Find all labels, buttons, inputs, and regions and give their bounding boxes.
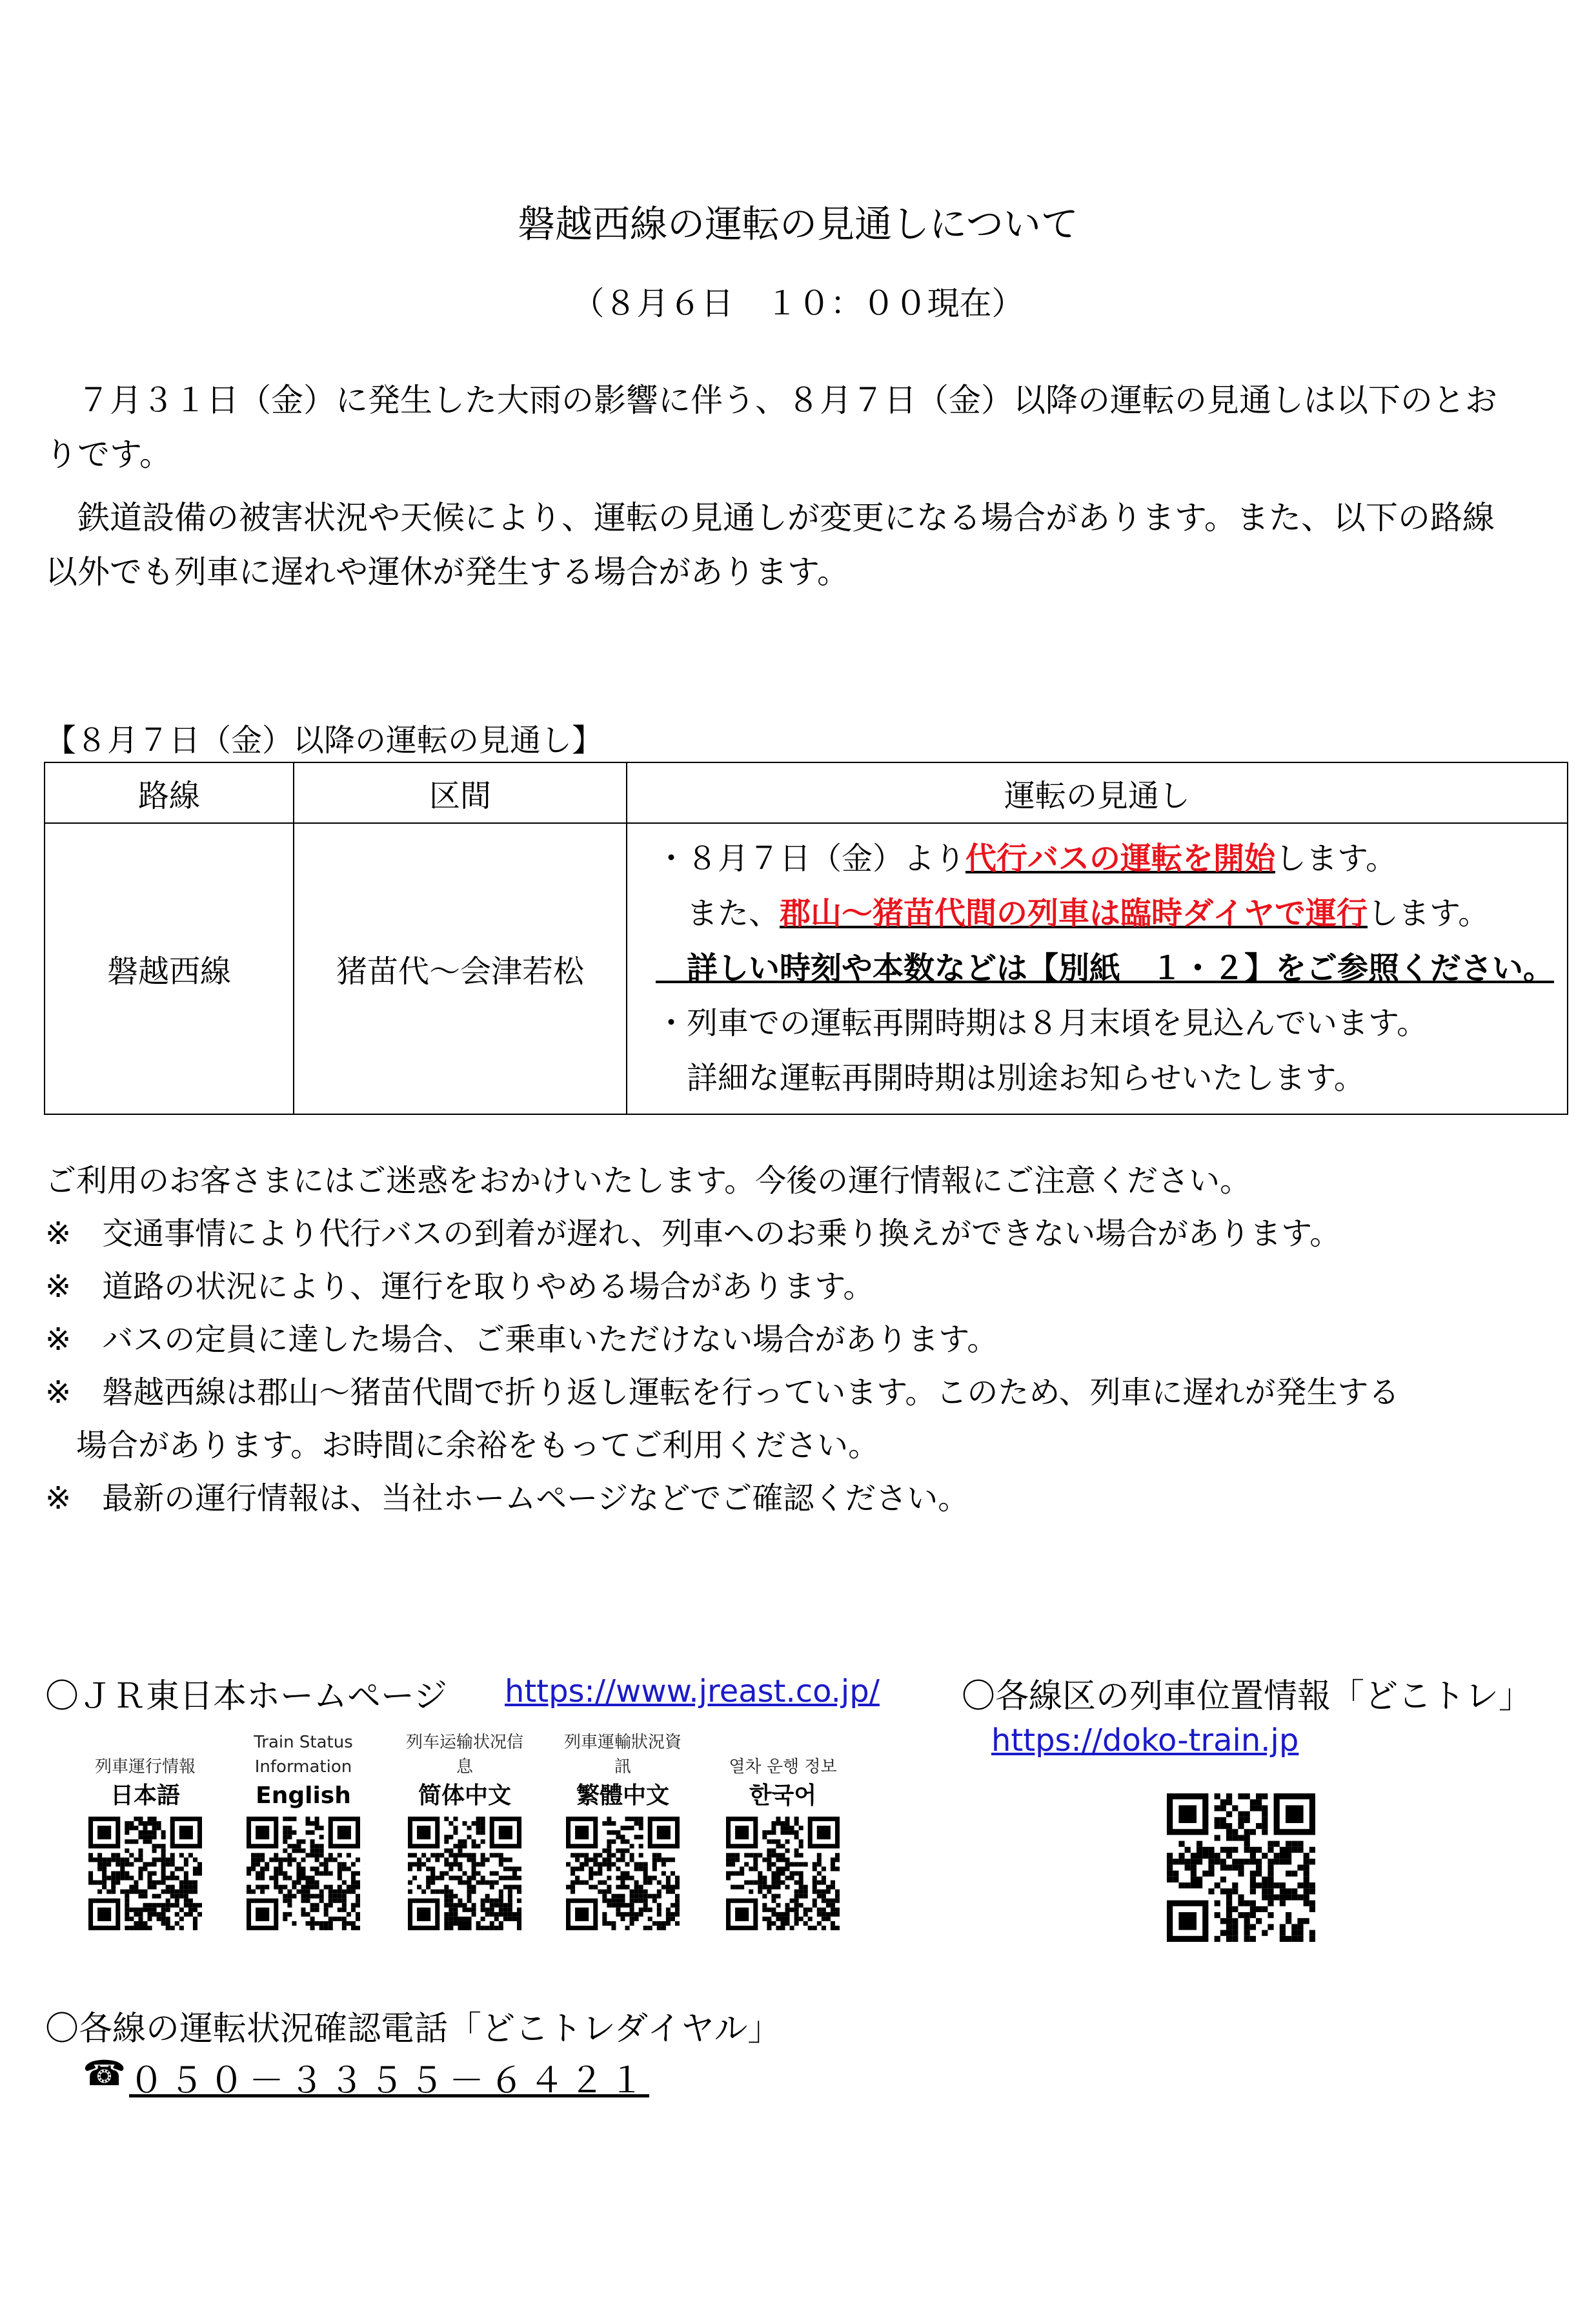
doko-train-qr[interactable] [1167,1793,1315,1944]
outlook-table [44,762,1568,1115]
outlook-line-5: 詳細な運転再開時期は別途お知らせいたします。 [655,1060,1365,1096]
qr-item[interactable] [561,1730,684,1930]
header-section: 区間 [294,762,627,823]
note-item: ※ バスの定員に達した場合、ご乗車いただけない場合があります。 [45,1321,998,1358]
qr-caption-small: 列車運輸狀況資訊 [563,1733,682,1777]
qr-caption-language: 繁體中文 [576,1782,669,1809]
header-line: 路線 [45,762,294,823]
dial-label: 〇各線の運転状況確認電話「どこトレダイヤル」 [45,2010,782,2048]
qr-code[interactable] [88,1817,202,1930]
section-heading: 【８月７日（金）以降の運転の見通し】 [45,722,603,759]
qr-code[interactable] [726,1817,840,1930]
qr-caption-small: 열차 운행 정보 [729,1757,837,1777]
table-row [45,823,1568,1114]
doko-train-label: 〇各線区の列車位置情報「どこトレ」 [962,1677,1533,1716]
notes-list [45,1154,1399,1525]
header-outlook: 運転の見通し [627,762,1568,823]
note-item: 場合があります。お時間に余裕をもってご利用ください。 [45,1427,880,1463]
table-header-row [45,762,1568,823]
as-of-date: （８月６日 １０：００現在） [572,285,1024,322]
qr-caption-small: 列車運行情報 [94,1757,196,1777]
note-item: ※ 道路の状況により、運行を取りやめる場合があります。 [45,1269,874,1305]
cell-line: 磐越西線 [45,823,294,1114]
qr-item[interactable] [84,1730,207,1930]
cell-outlook [627,823,1568,1114]
note-item: ※ 最新の運行情報は、当社ホームページなどでご確認ください。 [45,1480,969,1516]
intro-paragraph-2: 鉄道設備の被害状況や天候により、運転の見通しが変更になる場合があります。また、以下の路線 以外でも列車に遅れや運休が発生する場合があります。 [45,499,1495,591]
qr-caption-small: 列车运输状况信息 [405,1733,523,1777]
qr-caption-language: 简体中文 [418,1782,511,1809]
note-item: ※ 交通事情により代行バスの到着が遅れ、列車へのお乗り換えができない場合があります。 [45,1216,1341,1252]
page-title: 磐越西線の運転の見通しについて [518,202,1078,246]
qr-code[interactable] [566,1817,680,1930]
outlook-line-1: ・８月７日（金）より代行バスの運転を開始します。 [655,841,1397,877]
outlook-line-2: また、郡山～猪苗代間の列車は臨時ダイヤで運行します。 [655,895,1490,932]
qr-item[interactable] [722,1730,844,1930]
doko-train-link[interactable]: https://doko-train.jp [991,1722,1299,1759]
telephone-icon: ☎ [83,2053,126,2094]
jr-home-link[interactable]: https://www.jreast.co.jp/ [505,1673,880,1709]
qr-caption-small: Train Status Information [254,1733,353,1777]
outlook-line-4: ・列車での運転再開時期は８月末頃を見込んでいます。 [655,1005,1428,1041]
cell-section: 猪苗代～会津若松 [294,823,627,1114]
outlook-line-3: 詳しい時刻や本数などは【別紙 １・２】をご参照ください。 [655,950,1554,986]
intro-paragraph-1: ７月３１日（金）に発生した大雨の影響に伴う、８月７日（金）以降の運転の見通しは以下のとお りです。 [45,382,1497,473]
qr-caption-language: 日本語 [110,1782,180,1809]
qr-item[interactable] [403,1730,526,1930]
qr-item[interactable] [242,1730,365,1930]
qr-code[interactable] [408,1817,521,1930]
note-item: ※ 磐越西線は郡山～猪苗代間で折り返し運転を行っています。このため、列車に遅れが発生する [45,1374,1400,1411]
qr-caption-language: 한국어 [749,1782,817,1809]
dial-number[interactable]: ０５０－３３５５－６４２１ [129,2060,649,2101]
qr-code[interactable] [247,1817,360,1930]
note-item: ご利用のお客さまにはご迷惑をおかけいたします。今後の運行情報にご注意ください。 [45,1163,1251,1199]
jr-home-label: 〇ＪＲ東日本ホームページ [45,1677,447,1716]
qr-caption-language: English [256,1782,351,1809]
